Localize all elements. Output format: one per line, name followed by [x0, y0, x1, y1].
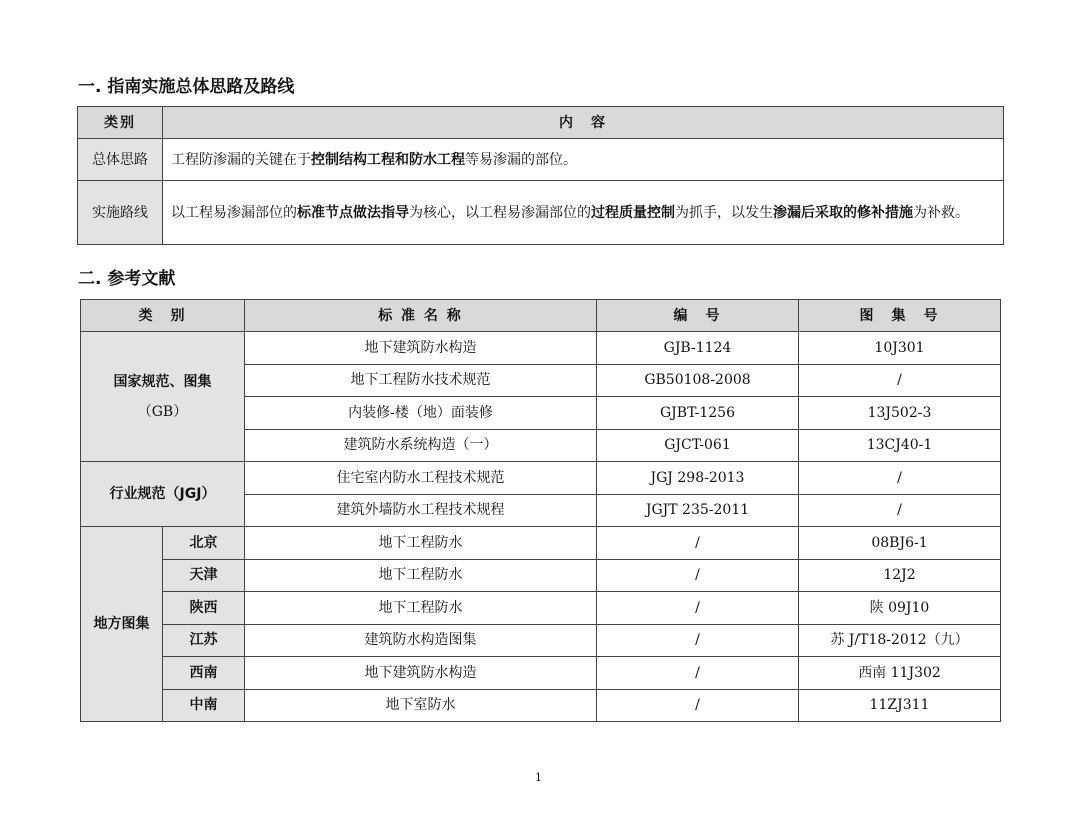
atlas-number: 西南 11J302 [799, 657, 1001, 690]
atlas-number: 12J2 [799, 559, 1001, 592]
atlas-number: 陕 09J10 [799, 592, 1001, 625]
header-code: 编 号 [597, 300, 799, 332]
table-row [81, 592, 1001, 625]
group-label-line: 国家规范、图集 [113, 373, 212, 390]
header-content: 内 容 [163, 107, 1004, 139]
body-text: 以工程易渗漏部位的 [171, 204, 297, 221]
region-label: 天津 [163, 559, 245, 592]
atlas-number: / [799, 494, 1001, 527]
atlas-number: 13J502-3 [799, 397, 1001, 430]
standard-code: / [597, 689, 799, 722]
table-row [81, 332, 1001, 365]
region-label: 中南 [163, 689, 245, 722]
standard-code: GJB-1124 [597, 332, 799, 365]
standard-name: 地下工程防水 [245, 527, 597, 560]
emphasis-text: 过程质量控制 [591, 204, 675, 221]
overall-idea-text [163, 139, 1004, 181]
atlas-number: 08BJ6-1 [799, 527, 1001, 560]
standard-name: 地下工程防水 [245, 559, 597, 592]
emphasis-text: 标准节点做法指导 [297, 204, 409, 221]
body-text: 为补救。 [913, 204, 969, 221]
local-atlas-label: 地方图集 [81, 527, 163, 722]
national-standards-label [81, 332, 245, 462]
header-category: 类 别 [81, 300, 245, 332]
standard-name: 内装修-楼（地）面装修 [245, 397, 597, 430]
row-label-overall-idea: 总体思路 [78, 139, 163, 181]
standard-name: 建筑防水系统构造（一） [245, 429, 597, 462]
standard-code: / [597, 559, 799, 592]
atlas-number: / [799, 364, 1001, 397]
region-label: 江苏 [163, 624, 245, 657]
standard-code: / [597, 624, 799, 657]
industry-standards-label: 行业规范（JGJ） [81, 462, 245, 527]
page-number: 1 [535, 771, 542, 784]
standard-name: 地下建筑防水构造 [245, 332, 597, 365]
group-label-line: （GB） [137, 403, 188, 420]
standard-name: 地下工程防水技术规范 [245, 364, 597, 397]
body-text: 为核心，以工程易渗漏部位的 [409, 204, 591, 221]
region-label: 陕西 [163, 592, 245, 625]
table-row [81, 527, 1001, 560]
standard-name: 地下室防水 [245, 689, 597, 722]
implementation-route-text [163, 181, 1004, 245]
standard-name: 住宅室内防水工程技术规范 [245, 462, 597, 495]
atlas-number: 11ZJ311 [799, 689, 1001, 722]
table-row [81, 657, 1001, 690]
standard-code: JGJT 235-2011 [597, 494, 799, 527]
atlas-number: / [799, 462, 1001, 495]
emphasis-text: 控制结构工程和防水工程 [311, 151, 465, 168]
atlas-number: 苏 J/T18-2012（九） [799, 624, 1001, 657]
standard-code: / [597, 527, 799, 560]
atlas-number: 13CJ40-1 [799, 429, 1001, 462]
table-row [81, 689, 1001, 722]
header-atlas-number: 图 集 号 [799, 300, 1001, 332]
body-text: 为抓手，以发生 [675, 204, 773, 221]
standard-code: JGJ 298-2013 [597, 462, 799, 495]
standard-code: GJBT-1256 [597, 397, 799, 430]
section2-title: 二. 参考文献 [78, 269, 176, 289]
standard-code: / [597, 592, 799, 625]
region-label: 西南 [163, 657, 245, 690]
atlas-number: 10J301 [799, 332, 1001, 365]
header-standard-name: 标 准 名 称 [245, 300, 597, 332]
implementation-table [77, 106, 1004, 245]
standard-name: 建筑防水构造图集 [245, 624, 597, 657]
row-label-implementation-route: 实施路线 [78, 181, 163, 245]
standard-code: GJCT-061 [597, 429, 799, 462]
references-table [80, 299, 1001, 722]
section1-title: 一. 指南实施总体思路及路线 [78, 77, 295, 97]
table-row [81, 624, 1001, 657]
standard-name: 地下建筑防水构造 [245, 657, 597, 690]
emphasis-text: 渗漏后采取的修补措施 [773, 204, 913, 221]
standard-code: GB50108-2008 [597, 364, 799, 397]
region-label: 北京 [163, 527, 245, 560]
body-text: 工程防渗漏的关键在于 [171, 151, 311, 168]
standard-code: / [597, 657, 799, 690]
body-text: 等易渗漏的部位。 [465, 151, 577, 168]
table-row [81, 559, 1001, 592]
header-category: 类别 [78, 107, 163, 139]
standard-name: 地下工程防水 [245, 592, 597, 625]
standard-name: 建筑外墙防水工程技术规程 [245, 494, 597, 527]
table-row [81, 462, 1001, 495]
